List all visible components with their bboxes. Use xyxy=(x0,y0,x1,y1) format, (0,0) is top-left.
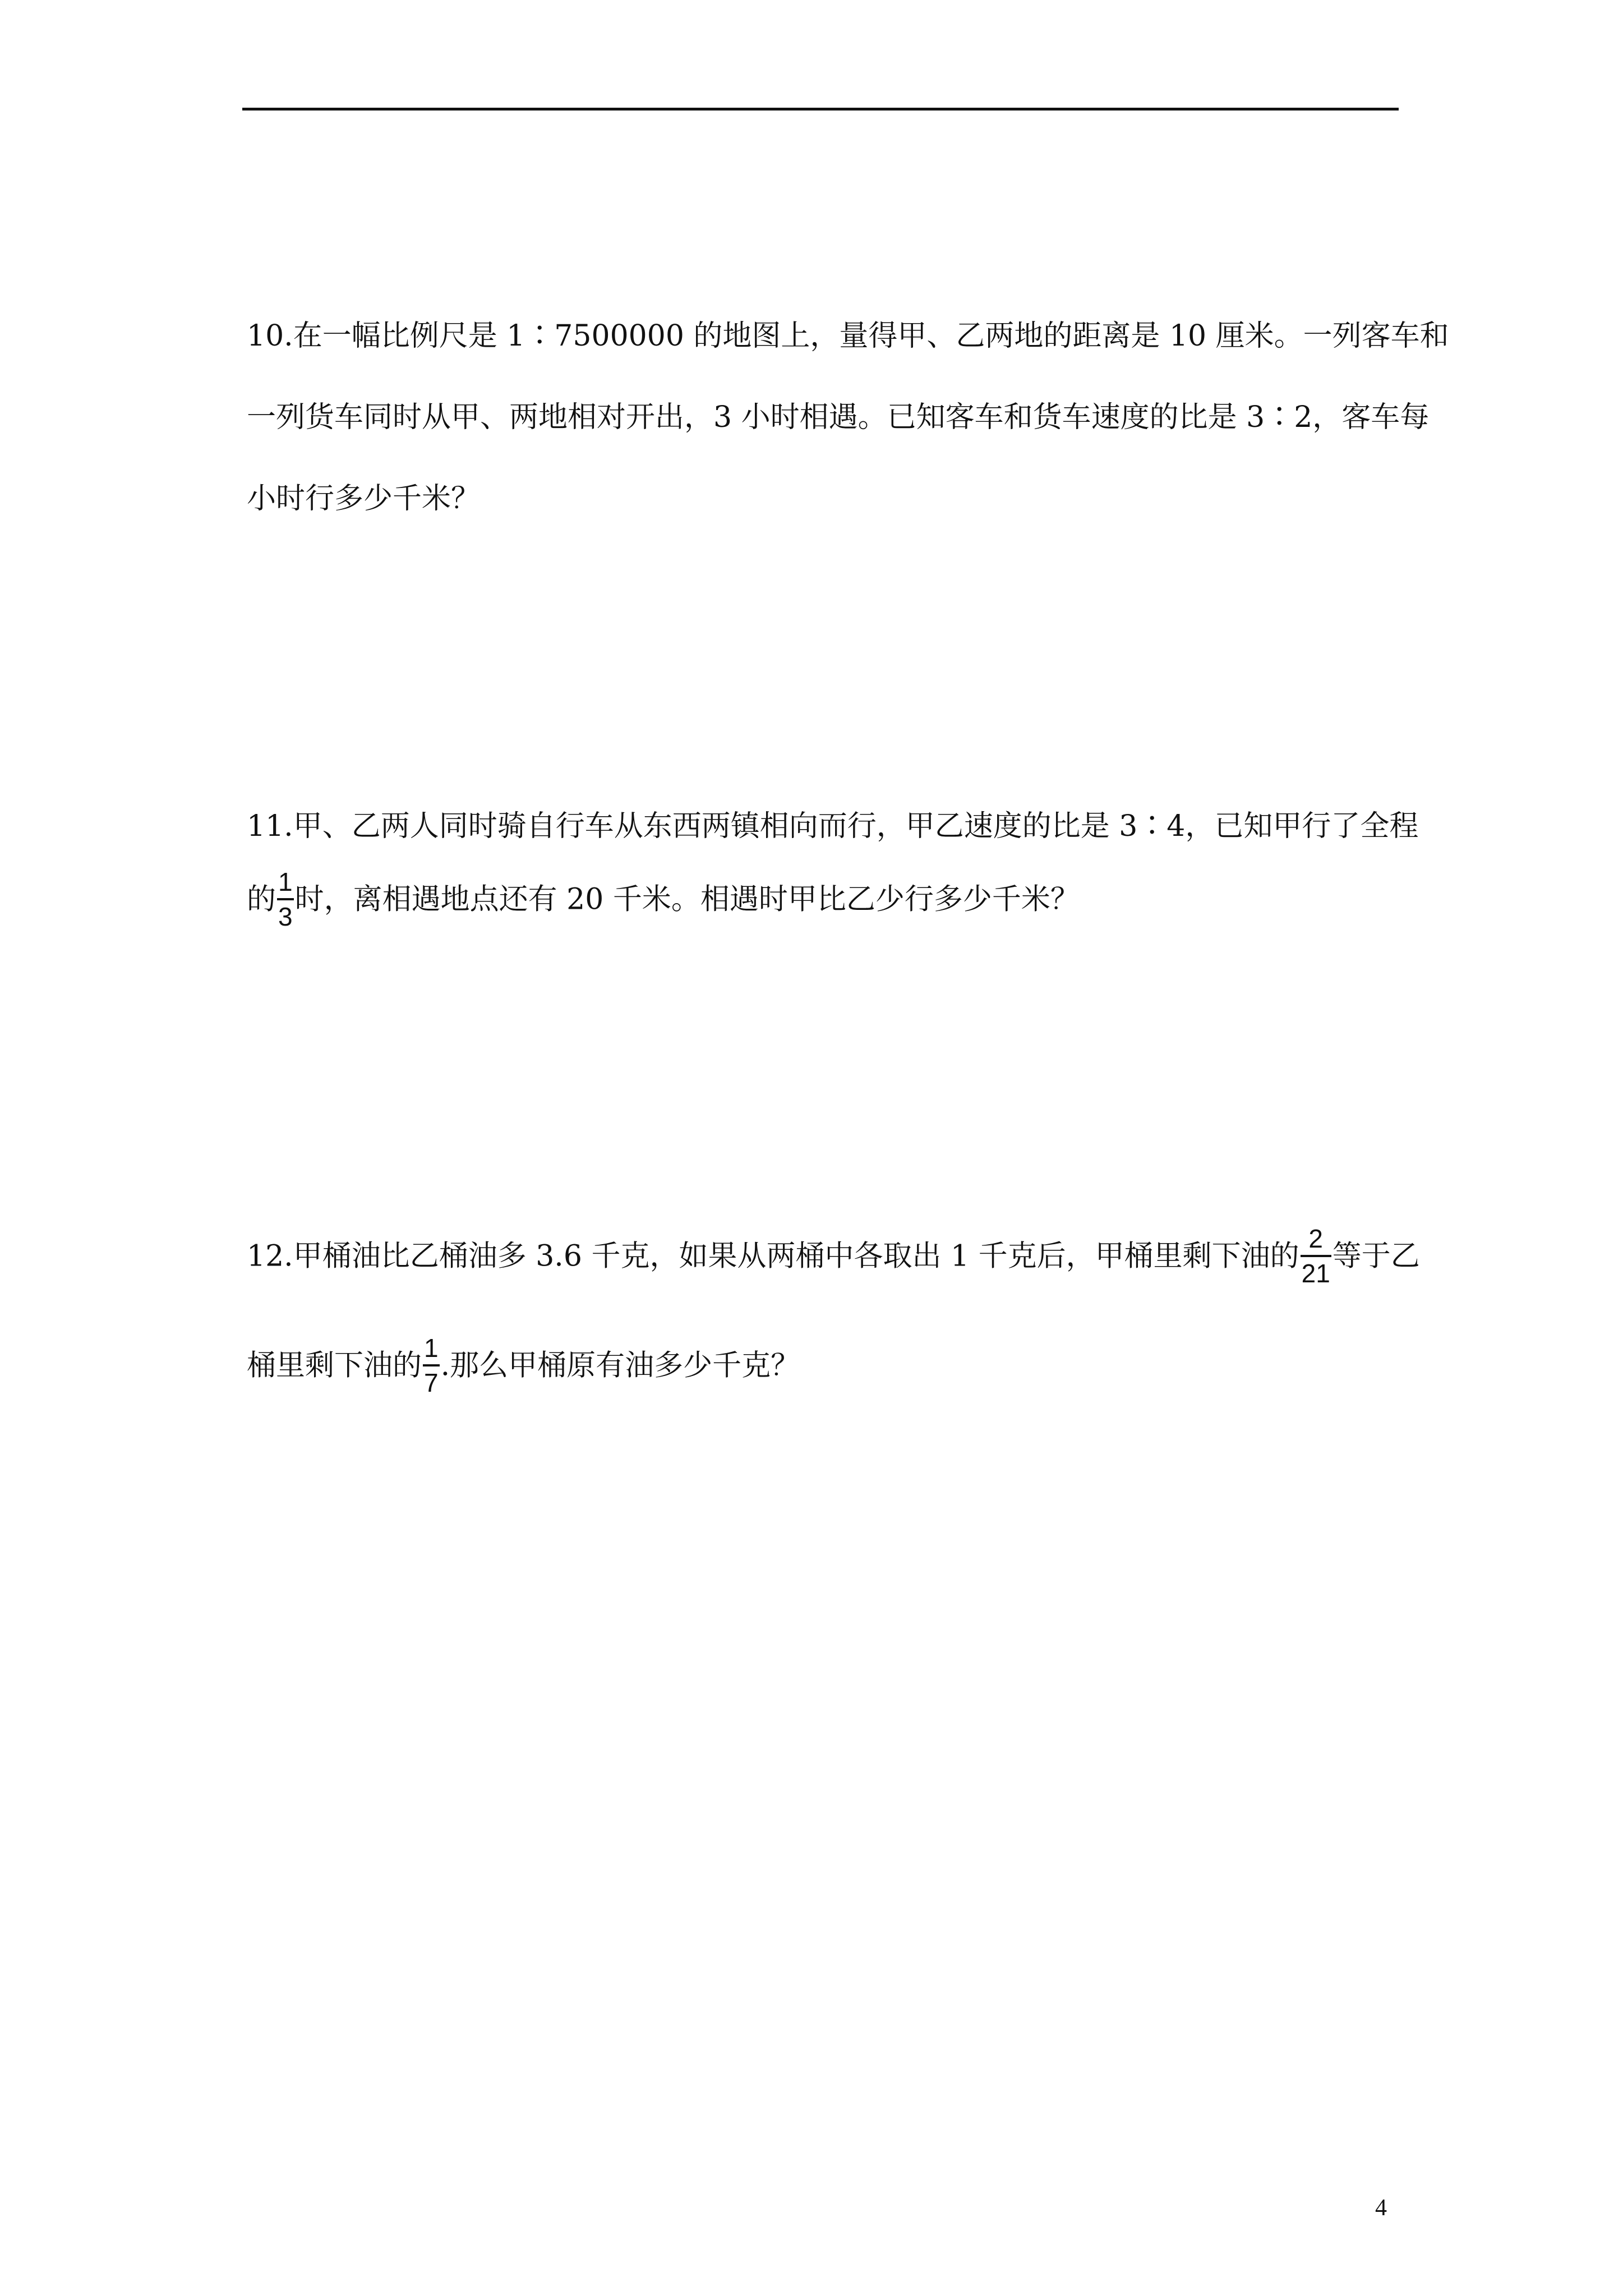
question-12-text-c: 桶里剩下油的 xyxy=(247,1349,422,1383)
question-11-line-1: 11.甲、乙两人同时骑自行车从东西两镇相向而行，甲乙速度的比是 3∶4，已知甲行了全程 xyxy=(247,809,1419,843)
question-12-line-1 xyxy=(247,1224,1420,1289)
question-10-line-2: 一列货车同时从甲、两地相对开出，3 小时相遇。已知客车和货车速度的比是 3∶2，客车每 xyxy=(247,401,1430,434)
question-11-text-a: 的 xyxy=(247,882,276,917)
fraction-bar xyxy=(277,898,294,900)
fraction-bar xyxy=(1301,1255,1331,1257)
fraction-numerator: 2 xyxy=(1308,1224,1323,1253)
fraction-denominator: 3 xyxy=(278,902,293,931)
question-11-line-2 xyxy=(247,867,1080,932)
fraction-numerator: 1 xyxy=(424,1333,439,1363)
question-12-text-a: 12.甲桶油比乙桶油多 3.6 千克，如果从两桶中各取出 1 千克后，甲桶里剩下油的 xyxy=(247,1239,1299,1273)
header-rule xyxy=(242,108,1399,111)
fraction-two-twentyfirsts xyxy=(1301,1226,1331,1286)
question-12-text-d: .那么甲桶原有油多少千克？ xyxy=(440,1349,800,1383)
fraction-bar xyxy=(423,1364,440,1366)
fraction-one-third xyxy=(277,869,294,930)
question-12-line-2 xyxy=(247,1333,800,1398)
question-12-text-b: 等于乙 xyxy=(1332,1239,1420,1273)
fraction-one-seventh xyxy=(423,1335,440,1396)
page-number: 4 xyxy=(1375,2195,1387,2221)
question-10-line-3: 小时行多少千米？ xyxy=(247,482,481,516)
question-11-text-b: 时，离相遇地点还有 20 千米。相遇时甲比乙少行多少千米？ xyxy=(294,882,1080,917)
question-10-line-1: 10.在一幅比例尺是 1∶7500000 的地图上，量得甲、乙两地的距离是 10 厘米。一列客车和 xyxy=(247,319,1449,353)
fraction-numerator: 1 xyxy=(278,867,293,896)
fraction-denominator: 21 xyxy=(1301,1259,1330,1288)
fraction-denominator: 7 xyxy=(424,1368,439,1397)
